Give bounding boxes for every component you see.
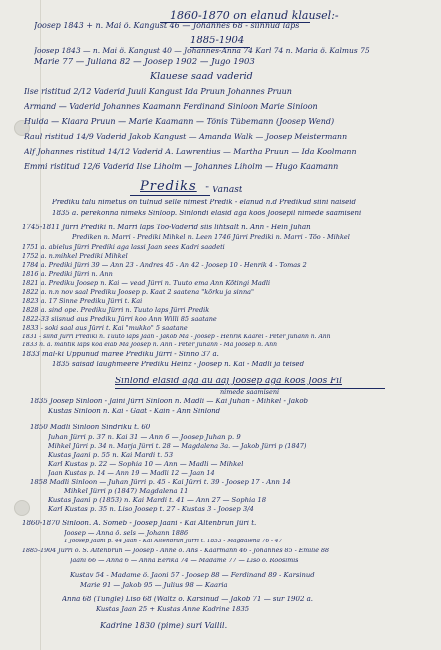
register-line: 1833 n. a. mahtik laps koa elab Ma Joosep n. Ann - Peter Juhann - Ma Joosep n. Ann (22, 342, 278, 348)
godparents-line: Raul ristitud 14/9 Vaderid Jakob Kangust — Amanda Walk — Joosep Meistermann (24, 133, 348, 141)
header-line: 1860-1870 on elanud klausel:- (170, 10, 339, 21)
register-line: 1752 a. n.mihkel Prediki Mihkel (22, 253, 128, 260)
register-line: 1823 a. 17 Sinne Prediku Jürri t. Kai (22, 298, 143, 305)
intro-line: 1835 a. perekonna nimeks Sinloop. Sinlondi elasid aga koos Joosepil nimede saamiseni (52, 210, 362, 217)
register-line: 1745-1811 Jürri Prediki n. Marri laps Tõo-Vaderid siis lihtsalt n. Ann - Hein Juhan (22, 224, 311, 231)
punch-hole-bottom (14, 500, 30, 516)
family-line: Anna 68 (Tungle) Liso 68 (Waltz õ. Karsinud — Jakob 71 — sur 1902 a. (62, 596, 314, 603)
family-line: Kadrine 1830 (pime) suri Vallil. (100, 622, 228, 630)
register-line: 1835 saisad laughmeere Prediku Heinz - Joosep n. Kai - Madli ja teised (52, 361, 305, 368)
register-line: 1828 a. sind ope. Prediku Jürri n. Tuuto laps Jürri Predik (22, 307, 210, 314)
header-line: Marie 77 — Juliana 82 — Joosep 1902 — Jugo 1903 (34, 58, 255, 67)
godparents-line: Armand — Vaderid Johannes Kaamann Ferdinand Sinloon Marie Sinloon (24, 103, 318, 111)
godparents-line: Alf Johannes ristitud 14/12 Vaderid A. Lawrentius — Martha Pruun — Ida Koolmann (24, 148, 357, 156)
header-line: Klauese saad vaderid (150, 72, 253, 82)
underline (115, 388, 385, 389)
family-line: Kustas Sinloon n. Kai - Gaat - Kain - Ann Sinlond (48, 408, 221, 415)
family-line: 1885-1904 Jürri ö. S. Altenbrun — Joosep - Anne ö. Ahs - Kaarmann 46 - Johannes 85 - Emilie 88 (22, 548, 330, 554)
family-line: Kustas Jaani p. 55 n. Kai Mardi t. 53 (48, 452, 174, 459)
family-line: 1858 Madli Sinloon — Juhan Jürri p. 45 - Kai Jürri t. 39 - Joosep 17 - Ann 14 (30, 479, 291, 486)
underline (190, 47, 250, 48)
register-line: 1831 - siind Jürri Prediki n. Tuuto laps Jaan - Jakob Ma - Joosep - Henrik Kaarel - Peter Juhann n. Ann (22, 334, 331, 340)
godparents-line: Hulda — Klaara Pruun — Marie Kaamann — Tõnis Tübemann (Joosep Wend) (24, 118, 335, 126)
family-line: Mihkel Jürri p (1847) Magdalena 11 (64, 488, 189, 495)
register-line: 1822 a. n.n nov saal Prediku Joosep p. Kaat 2 saatena "kõrku ja sinna" (22, 289, 254, 296)
godparents-line: Emmi ristitud 12/6 Vaderid Ilse Liholm — Johannes Liholm — Hugo Kaamann (24, 163, 339, 171)
register-line: 1784 a. Prediki Jürri 39 — Ann 23 - Andres 45 - An 42 - Joosep 10 - Henrik 4 - Tomas 2 (22, 262, 307, 269)
underline (160, 22, 310, 23)
family-line: Mihkel Jürri p. 34 n. Marja Jürri t. 28 — Magdalena 3a. — Jakob Jürri p (1847) (48, 443, 307, 450)
section-subtitle: " Vanast (205, 186, 243, 195)
register-line: 1751 a. abielus Jürri Prediki aga lassi Jaan sees Kadri saadeti (22, 244, 225, 251)
family-line: Joosep — Anna ö. sels — Johann 1886 (64, 530, 189, 537)
intro-line: Prediku talu nimetus on tulnud selle nimest Predik - elanud n.d Predikud siini naiseid (52, 199, 356, 206)
family-line: Jaani 66 — Anna 6 — Anna Eerika 74 — Madame 77 — Liso ö. Roosimis (70, 558, 299, 564)
family-line: Kustas Jaan 25 + Kustas Anne Kadrine 1835 (96, 606, 250, 613)
header-line: 1885-1904 (190, 36, 245, 46)
family-line: 1850 Madli Sinloon Sindriku t. 60 (30, 424, 151, 431)
family-line: Marie 91 — Jakob 95 — Julius 98 — Kaaria (80, 582, 228, 589)
family-line: Karl Kustas p. 22 — Sophia 10 — Ann — Madli — Mihkel (48, 461, 244, 468)
register-line: 1822-33 siisnud aus Prediku Jürri koo Ann Willi 85 saatane (22, 316, 217, 323)
header-line: Joosep 1843 + n. Mai ö. Kangust 46 — Johannes 68 - siinnud laps (34, 22, 300, 30)
underline (130, 195, 210, 196)
subsection-title: Sinlond elasid aga au aaj Joosep aga koos Joos Fil (115, 377, 343, 386)
family-line: 1 Joosep Jaani p. 44 Jaan - Kai Altenbrun Jürri t. 1853 - Magdalena 76 - 47 (64, 539, 283, 544)
register-line: 1833 mal-ki Uppunud maree Prediku Jürri - Sinno 37 a. (22, 351, 219, 358)
subsection-note: nimede saamiseni (220, 389, 280, 396)
register-line: Prediken n. Marri - Prediki Mihkel n. Leen 1746 Jürri Prediki n. Marri - Tõo - Mihkel (72, 234, 350, 241)
family-line: 1860-1870 Sinloon. A. Sõmeb - Joosep Jaani - Kai Altenbrun Jüri t. (22, 520, 257, 527)
family-line: Jaan Kustas p. 14 — Ann 19 — Madli 12 — Jaan 14 (48, 470, 215, 477)
family-line: Karl Kustas p. 35 n. Liso Joosep t. 27 - Kustas 3 - Joosep 3/4 (48, 506, 254, 513)
family-line: Kustas Jaani p (1853) n. Kai Mardi t. 41 — Ann 27 — Sophia 18 (48, 497, 267, 504)
godparents-line: Ilse ristitud 2/12 Vaderid Juuli Kangust Ida Pruun Johannes Pruun (24, 88, 292, 96)
register-line: 1833 - soki saal aus Jürri t. Kai "mukko" 5 saatane (22, 325, 188, 332)
family-line: 1835 Joosep Sinloon - Jaini Jürri Sinloon n. Madli — Kai Juhan - Mihkel - Jakob (30, 398, 309, 405)
family-line: Juhan Jürri p. 37 n. Kai 31 — Ann 6 — Joosep Juhan p. 9 (48, 434, 241, 441)
family-line: Kustav 54 - Madame ö. Jaoni 57 - Joosep 88 — Ferdinand 89 - Karsinud (70, 572, 315, 579)
register-line: 1821 a. Prediku Joosep n. Kai — vead Jürri n. Tuuto ema Ann Kõtingi Madli (22, 280, 271, 287)
register-line: 1816 a. Prediki Jürri n. Ann (22, 271, 113, 278)
header-line: Joosep 1843 — n. Mai ö. Kangust 40 — Johannes-Anna 74 Karl 74 n. Maria ö. Kalmus 75 (34, 47, 370, 55)
section-title: Prediks (140, 180, 197, 193)
